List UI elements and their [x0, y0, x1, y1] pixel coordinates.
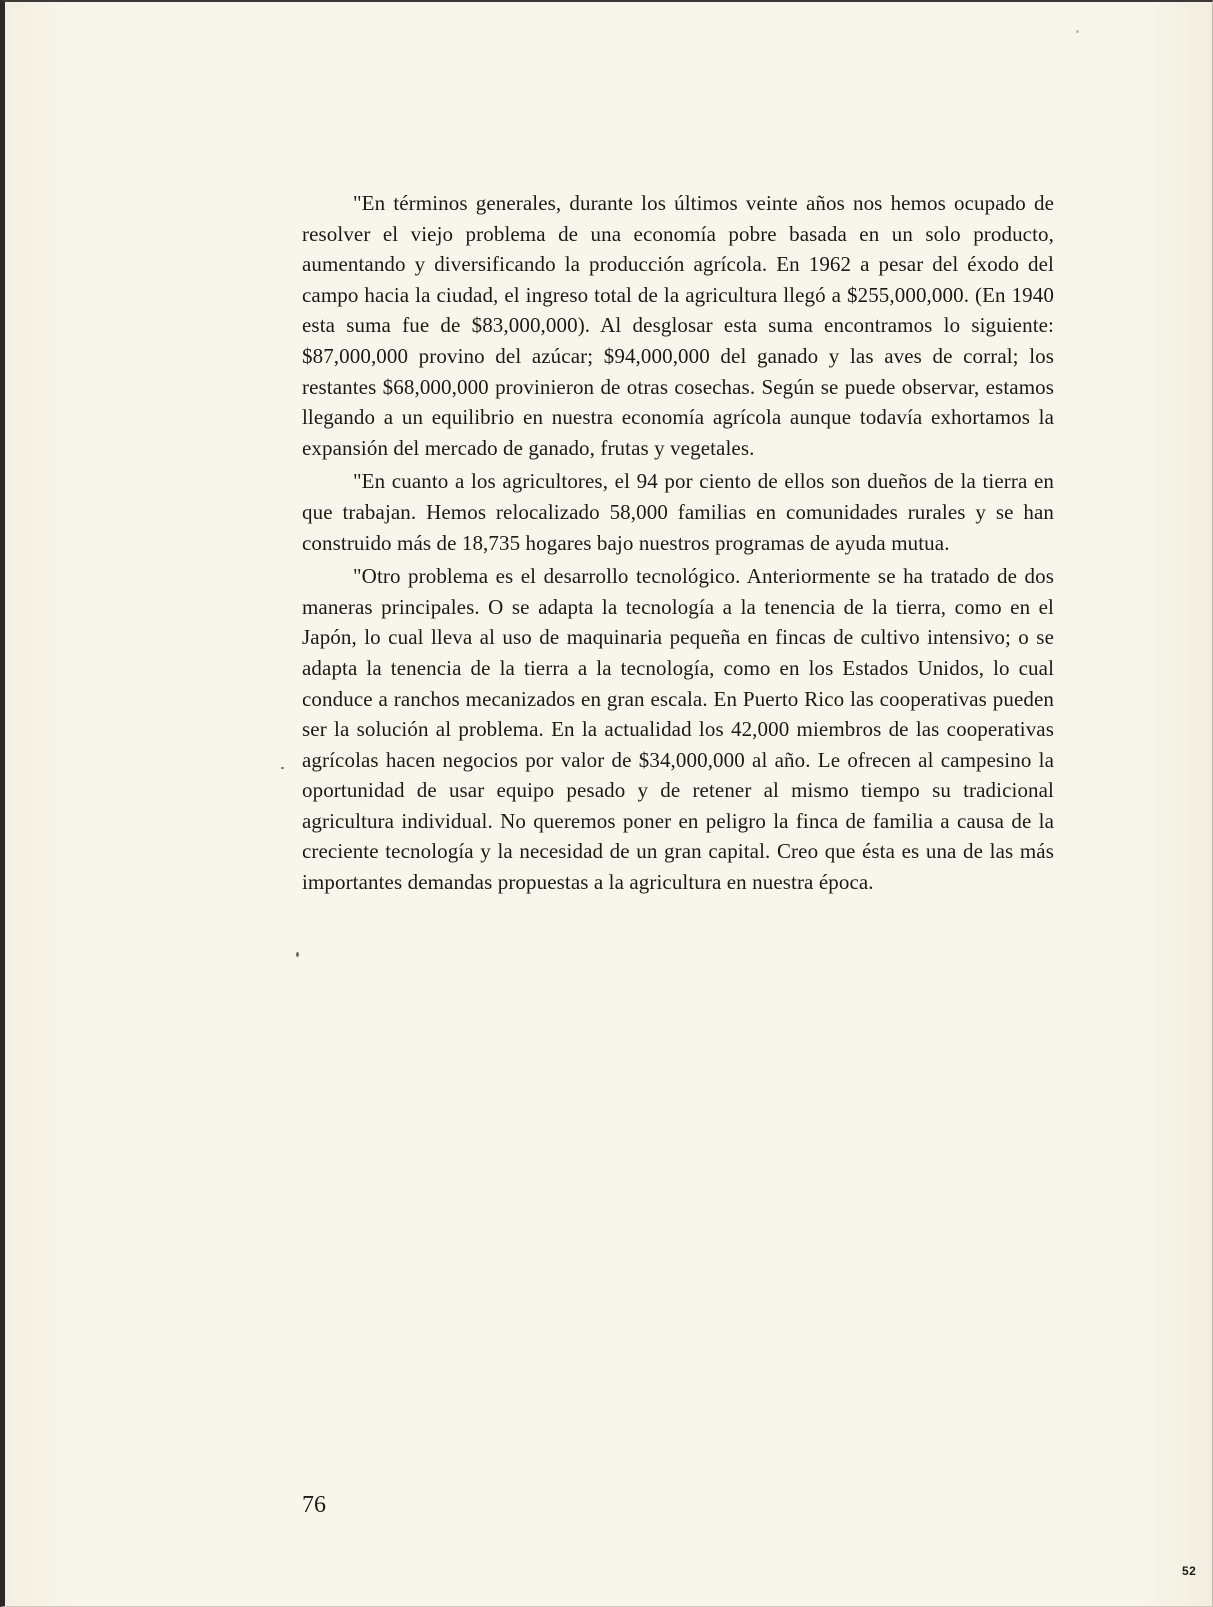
paragraph-2: "En cuanto a los agricultores, el 94 por ciento de ellos son dueños de la tierra en que trabajan. Hemos relocalizado 58,000 familias en comunidades rurales y se han construido más de 18,735 hogares bajo nuestros programas de ayuda mutua.	[302, 469, 1054, 555]
page-number: 76	[302, 1492, 326, 1518]
print-speck	[281, 767, 284, 769]
print-speck	[296, 952, 299, 957]
paragraph-3: "Otro problema es el desarrollo tecnológico. Anteriormente se ha tratado de dos maneras principales. O se adapta la tecnología a la tenencia de la tierra, como en el Japón, lo cual lleva al uso de maquinaria pequeña en fincas de cultivo intensivo; o se adapta la tenencia de la tierra a la tecnología, como en los Estados Unidos, lo cual conduce a ranchos mecanizados en gran escala. En Puerto Rico las cooperativas pueden ser la solución al problema. En la actualidad los 42,000 miembros de las cooperativas agrícolas hacen negocios por valor de $34,000,000 al año. Le ofrecen al campesino la oportunidad de usar equipo pesado y de retener al mismo tiempo su tradicional agricultura individual. No queremos poner en peligro la finca de familia a causa de la creciente tecnología y la necesidad de un gran capital. Creo que ésta es una de las más importantes demandas propuestas a la agricultura en nuestra época.	[302, 564, 1054, 895]
body-text	[302, 188, 1054, 901]
paragraph-1: "En términos generales, durante los últimos veinte años nos hemos ocupado de resolver el viejo problema de una economía pobre basada en un solo producto, aumentando y diversificando la producción agrícola. En 1962 a pesar del éxodo del campo hacia la ciudad, el ingreso total de la agricultura llegó a $255,000,000. (En 1940 esta suma fue de $83,000,000). Al desglosar esta suma encontramos lo siguiente: $87,000,000 provino del azúcar; $94,000,000 del ganado y las aves de corral; los restantes $68,000,000 provinieron de otras cosechas. Según se puede observar, estamos llegando a un equilibrio en nuestra economía agrícola aunque todavía exhortamos la expansión del mercado de ganado, frutas y vegetales.	[302, 191, 1054, 460]
side-reference-number: 52	[1182, 1564, 1197, 1578]
print-speck	[1076, 30, 1079, 33]
